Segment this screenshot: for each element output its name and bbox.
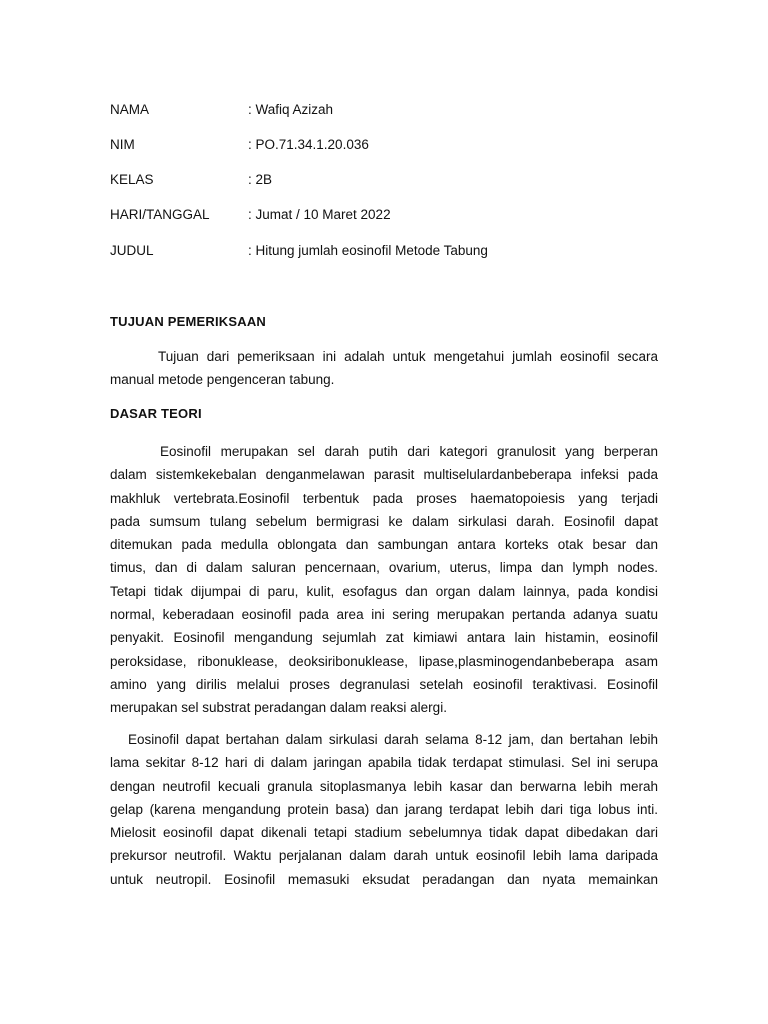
paragraph-line: gelap (karena mengandung protein basa) dan jarang terdapat lebih dari tiga lobus inti.: [110, 801, 658, 817]
paragraph-line: dalam sistemkekebalan denganmelawan parasit multiselulardanbeberapa infeksi pada: [110, 467, 658, 483]
meta-value-kelas: : 2B: [248, 172, 273, 187]
paragraph-line: lama sekitar 8-12 hari di dalam jaringan apabila tidak terdapat stimulasi. Sel ini serupa: [110, 755, 658, 771]
heading-dasar-teori: DASAR TEORI: [110, 406, 202, 421]
paragraph-line: Eosinofil merupakan sel darah putih dari kategori granulosit yang berperan: [160, 444, 658, 459]
paragraph-line: ditemukan pada medulla oblongata dan sambungan antara korteks otak besar dan: [110, 537, 658, 553]
paragraph-line: Tetapi tidak dijumpai di paru, kulit, esofagus dan organ dalam lainnya, pada kondisi: [110, 583, 658, 599]
paragraph-line: Mielosit eosinofil dapat dikenali tetapi stadium sebelumnya tidak dapat dibedakan dari: [110, 825, 658, 841]
meta-label-nim: NIM: [110, 137, 135, 152]
paragraph-line: pada sumsum tulang sebelum bermigrasi ke dalam sirkulasi darah. Eosinofil dapat: [110, 513, 658, 529]
paragraph-line: untuk neutropil. Eosinofil memasuki eksudat peradangan dan nyata memainkan: [110, 871, 658, 887]
meta-row-hari-tanggal: [110, 205, 670, 225]
paragraph-line: Eosinofil dapat bertahan dalam sirkulasi darah selama 8-12 jam, dan bertahan lebih: [128, 732, 658, 747]
paragraph-dasar-teori-2: [110, 728, 658, 891]
meta-row-kelas: [110, 170, 670, 190]
meta-value-judul: : Hitung jumlah eosinofil Metode Tabung: [248, 243, 488, 258]
heading-tujuan-pemeriksaan: TUJUAN PEMERIKSAAN: [110, 314, 267, 329]
paragraph-dasar-teori-1: [110, 440, 658, 720]
meta-row-nim: [110, 135, 670, 155]
paragraph-line: prekursor neutrofil. Waktu perjalanan dalam darah untuk eosinofil lebih lama daripada: [110, 848, 658, 864]
meta-row-nama: [110, 100, 670, 120]
paragraph-line: dengan neutrofil kecuali granula sitoplasmanya lebih kasar dan berwarna lebih merah: [110, 778, 658, 794]
paragraph-line: makhluk vertebrata.Eosinofil terbentuk pada proses haematopoiesis yang terjadi: [110, 490, 658, 506]
paragraph-line: normal, keberadaan eosinofil pada area ini sering merupakan pertanda adanya suatu: [110, 607, 658, 623]
paragraph-line: penyakit. Eosinofil mengandung sejumlah zat kimiawi antara lain histamin, eosinofil: [110, 630, 658, 646]
meta-value-hari-tanggal: : Jumat / 10 Maret 2022: [248, 207, 391, 222]
paragraph-line: Tujuan dari pemeriksaan ini adalah untuk mengetahui jumlah eosinofil secara: [158, 349, 658, 364]
meta-label-hari-tanggal: HARI/TANGGAL: [110, 207, 210, 222]
paragraph-line: peroksidase, ribonuklease, deoksiribonuklease, lipase,plasminogendanbeberapa asam: [110, 653, 658, 669]
paragraph-tujuan: [110, 345, 658, 392]
paragraph-line: timus, dan di dalam saluran pencernaan, ovarium, uterus, limpa dan lymph nodes.: [110, 560, 658, 576]
meta-label-judul: JUDUL: [110, 243, 154, 258]
paragraph-line: amino yang dirilis melalui proses degranulasi setelah eosinofil teraktivasi. Eosinofil: [110, 676, 658, 692]
meta-label-kelas: KELAS: [110, 172, 154, 187]
meta-label-nama: NAMA: [110, 102, 150, 117]
meta-value-nama: : Wafiq Azizah: [248, 102, 334, 117]
meta-row-judul: [110, 241, 670, 261]
meta-value-nim: : PO.71.34.1.20.036: [248, 137, 369, 152]
paragraph-line: manual metode pengenceran tabung.: [110, 372, 335, 388]
paragraph-line: merupakan sel substrat peradangan dalam reaksi alergi.: [110, 700, 447, 716]
